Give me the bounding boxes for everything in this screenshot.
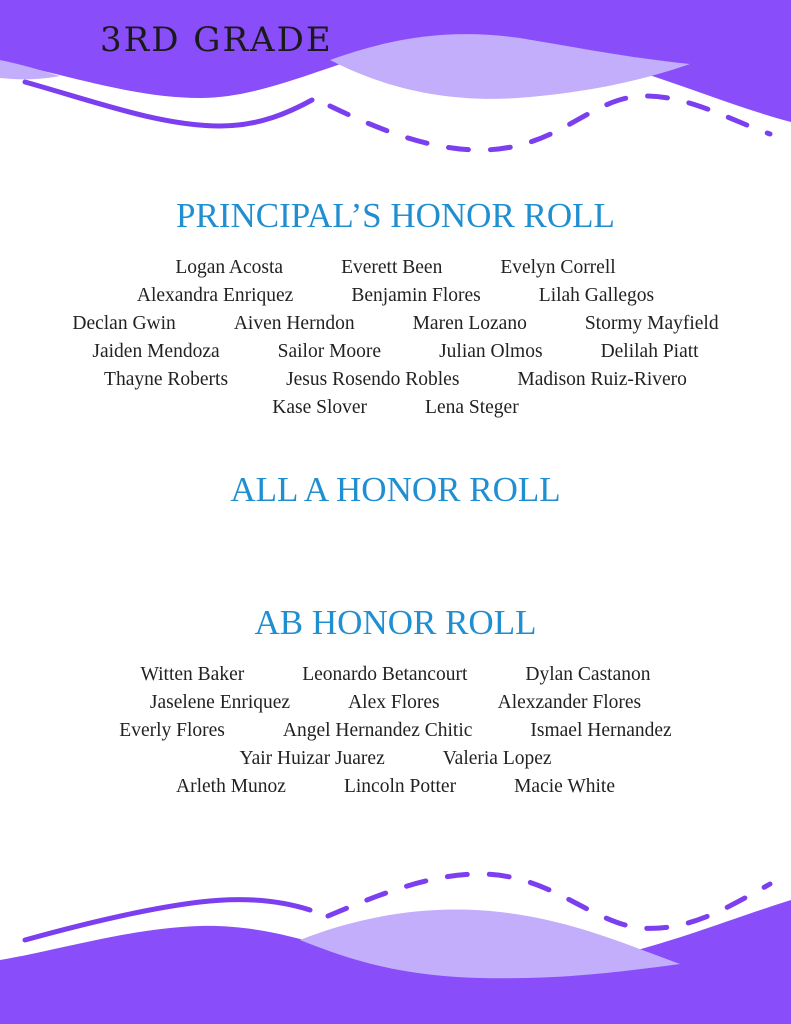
student-name: Witten Baker [140, 664, 245, 685]
student-name: Lincoln Potter [343, 776, 457, 797]
student-name: Macie White [514, 776, 615, 797]
student-name: Jaiden Mendoza [92, 341, 220, 362]
student-name: Dylan Castanon [525, 664, 651, 685]
student-name: Alexandra Enriquez [136, 285, 294, 306]
top-dashed-stroke [330, 96, 770, 150]
student-name: Declan Gwin [72, 313, 176, 334]
student-name: Madison Ruiz-Rivero [517, 369, 687, 390]
ab-honor-roll-heading: AB HONOR ROLL [254, 603, 537, 642]
student-name: Kase Slover [272, 397, 368, 418]
name-row [0, 254, 791, 282]
name-row [0, 689, 791, 717]
student-name: Alexzander Flores [497, 692, 642, 713]
name-row [0, 717, 791, 745]
student-name: Lena Steger [425, 397, 519, 418]
student-name: Logan Acosta [175, 257, 284, 278]
student-name: Leonardo Betancourt [302, 664, 468, 685]
student-name: Aiven Herndon [233, 313, 355, 334]
name-row [0, 366, 791, 394]
student-name: Julian Olmos [439, 341, 543, 362]
student-name: Stormy Mayfield [584, 313, 719, 334]
name-row [0, 394, 791, 422]
ab-honor-roll-names [0, 661, 791, 801]
name-row [0, 745, 791, 773]
student-name: Jesus Rosendo Robles [286, 369, 460, 390]
student-name: Valeria Lopez [442, 748, 552, 769]
student-name: Benjamin Flores [351, 285, 481, 306]
name-row [0, 661, 791, 689]
all-a-honor-roll-heading: ALL A HONOR ROLL [230, 470, 561, 509]
student-name: Jaselene Enriquez [149, 692, 291, 713]
principals-honor-roll-heading: PRINCIPAL’S HONOR ROLL [176, 196, 615, 235]
student-name: Yair Huizar Juarez [239, 748, 385, 769]
student-name: Maren Lozano [412, 313, 527, 334]
student-name: Delilah Piatt [600, 341, 699, 362]
name-row [0, 310, 791, 338]
student-name: Alex Flores [348, 692, 440, 713]
student-name: Evelyn Correll [500, 257, 616, 278]
student-name: Arleth Munoz [176, 776, 286, 797]
student-name: Everett Been [341, 257, 443, 278]
name-row [0, 338, 791, 366]
student-name: Everly Flores [119, 720, 225, 741]
grade-title: 3RD GRADE [100, 20, 333, 60]
student-name: Thayne Roberts [104, 369, 229, 390]
student-name: Sailor Moore [277, 341, 382, 362]
bottom-wave-decoration [0, 860, 791, 1024]
student-name: Angel Hernandez Chitic [282, 720, 473, 741]
principals-honor-roll-names [0, 254, 791, 422]
student-name: Lilah Gallegos [538, 285, 655, 306]
student-name: Ismael Hernandez [530, 720, 672, 741]
name-row [0, 282, 791, 310]
name-row [0, 773, 791, 801]
